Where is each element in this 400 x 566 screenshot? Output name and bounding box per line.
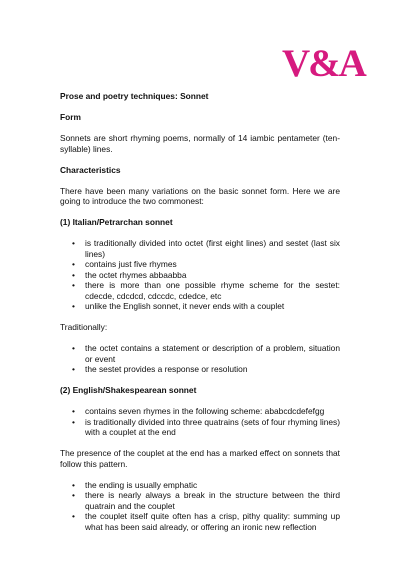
bullet-icon: • [72,269,75,280]
form-paragraph: Sonnets are short rhyming poems, normally of 14 iambic pentameter (ten-syllable) lines. [60,133,340,154]
bullet-icon: • [72,238,75,248]
couplet-effects-list [60,480,340,533]
list-item: • there is more than one possible rhyme scheme for the sestet: cdecde, cdcdcd, cdccdc, cdedce, etc [72,280,340,301]
list-item: • is traditionally divided into octet (first eight lines) and sestet (last six lines) [72,238,340,259]
traditional-structure-list [60,343,340,375]
list-item: • the couplet itself quite often has a crisp, pithy quality: summing up what has been said already, or offering an ironic new reflection [72,511,340,532]
document-body [60,91,340,532]
list-item: • the octet contains a statement or description of a problem, situation or event [72,343,340,364]
english-sonnet-heading: (2) English/Shakespearean sonnet [60,385,197,395]
bullet-icon: • [72,343,75,353]
italian-sonnet-heading: (1) Italian/Petrarchan sonnet [60,217,173,227]
bullet-icon: • [72,479,75,490]
list-item: • the sestet provides a response or resolution [72,364,248,374]
va-logo: V&A [282,42,365,85]
list-item: • contains just five rhymes [72,259,177,269]
list-item: • there is nearly always a break in the structure between the third quatrain and the couplet [72,490,340,511]
bullet-icon: • [72,416,75,427]
list-item: • the ending is usually emphatic [72,479,198,490]
english-sonnet-list [60,406,340,438]
list-item: • contains seven rhymes in the following scheme: ababcdcdefefgg [72,406,325,416]
italian-sonnet-list [60,238,340,312]
bullet-icon: • [72,511,75,521]
bullet-icon: • [72,406,75,416]
list-item: • is traditionally divided into three quatrains (sets of four rhyming lines) with a couplet at the end [72,416,340,437]
bullet-icon: • [72,301,75,311]
bullet-icon: • [72,490,75,500]
couplet-paragraph: The presence of the couplet at the end has a marked effect on sonnets that follow this pattern. [60,448,340,469]
bullet-icon: • [72,364,75,374]
traditionally-label: Traditionally: [60,322,108,332]
list-item: • the octet rhymes abbaabba [72,269,187,280]
characteristics-paragraph: There have been many variations on the basic sonnet form. Here we are going to introduce the two commonest: [60,185,340,206]
bullet-icon: • [72,259,75,269]
form-heading: Form [60,112,81,122]
characteristics-heading: Characteristics [60,164,121,175]
document-title: Prose and poetry techniques: Sonnet [60,91,209,101]
bullet-icon: • [72,280,75,290]
list-item: • unlike the English sonnet, it never ends with a couplet [72,301,285,311]
